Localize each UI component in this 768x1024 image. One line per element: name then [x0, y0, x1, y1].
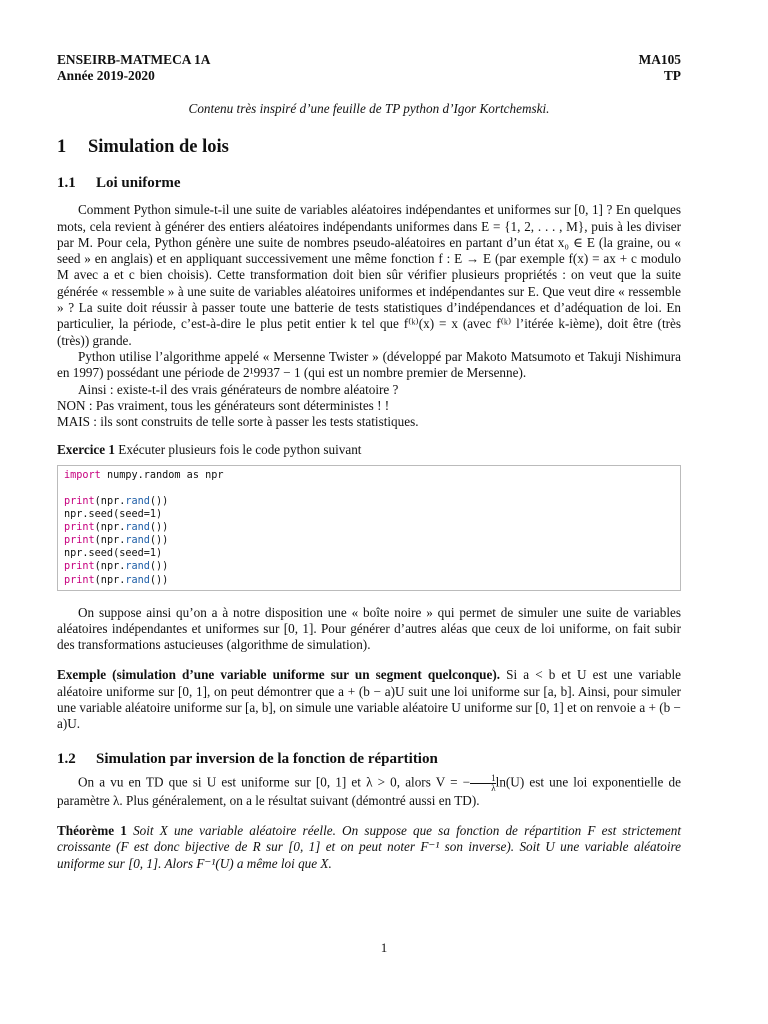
code-line-print: print(npr.rand()) [64, 495, 169, 507]
theorem-1-text: Soit X une variable aléatoire réelle. On suppose que sa fonction de répartition F est strictement croissante (F est donc bijective de R sur [0, 1] et on peut noter F⁻¹ son inverse). Soit U une variable aléatoire uniforme sur [0, 1]. Alors F⁻¹(U) a même loi que X. [57, 822, 682, 871]
doc-type: TP [663, 68, 681, 83]
code-line-seed: npr.seed(seed=1) [64, 509, 163, 521]
attribution: Contenu très inspiré d’une feuille de TP python d’Igor Kortchemski. [188, 101, 550, 116]
page-header [57, 52, 681, 84]
section-1-1-title: Loi uniforme [96, 175, 181, 192]
academic-year: Année 2019-2020 [57, 68, 155, 83]
example-uniform-segment [57, 667, 681, 732]
code-line-print: print(npr.rand()) [64, 535, 169, 547]
section-1-2-heading [57, 750, 681, 768]
paragraph-non: NON : Pas vraiment, tous les générateurs sont déterministes ! ! [57, 397, 390, 413]
code-line-seed: npr.seed(seed=1) [64, 548, 163, 560]
paragraph-question: Ainsi : existe-t-il des vrais générateurs de nombre aléatoire ? [78, 381, 399, 397]
section-1-1-heading [57, 174, 681, 192]
section-1-2-title: Simulation par inversion de la fonction de répartition [96, 750, 438, 767]
code-block [57, 465, 681, 591]
paragraph-prng: Comment Python simule-t-il une suite de variables aléatoires indépendantes et uniformes sur [0, 1] ? En quelques mots, cela revient à générer des entiers aléatoires indépendants uniformes dans E = {1, 2, . . . , M}, puis à les diviser par M. Pour cela, Python génère une suite de nombres pseudo-aléatoires en partant d’un état x₀ ∈ E (la graine, ou « seed » en anglais) et en appliquant successivement une même fonction f : E → E (par exemple f(x) = ax + c modulo M avec a et c bien choisis). Cette transformation doit bien sûr vérifier plusieurs propriétés : on veut que la suite générée « ressemble » à une suite de variables aléatoires uniformes et indépendantes sur E. Que veut dire « ressemble » ? La suite doit réussir à passer toute une batterie de tests statistiques d’indépendances et d’adéquation de loi. En particulier, la période, c’est-à-dire le plus petit entier k tel que f⁽ᵏ⁾(x) = x (avec f⁽ᵏ⁾ l’itérée k-ième), doit être (très (très)) grande. [57, 202, 681, 348]
paragraph-mais: MAIS : ils sont construits de telle sorte à passer les tests statistiques. [57, 414, 419, 430]
school-name: ENSEIRB-MATMECA 1A [57, 52, 211, 67]
theorem-1-label: Théorème 1 [57, 822, 127, 838]
section-1-1-body [57, 202, 681, 430]
section-1-heading [57, 136, 681, 158]
code-line-print: print(npr.rand()) [64, 522, 169, 534]
course-code: MA105 [638, 52, 681, 67]
section-1-number: 1 [57, 137, 67, 158]
fraction-one-over-lambda: $\frac{1}{\lambda}$ [470, 774, 496, 793]
exercise-1-label: Exercice 1 [57, 442, 115, 458]
section-1-2-number: 1.2 [57, 750, 76, 767]
theorem-1 [57, 823, 681, 872]
code-line-print: print(npr.rand()) [64, 574, 169, 586]
paragraph-exponential: On a vu en TD que si U est uniforme sur [0, 1] et λ > 0, alors V = − $\frac{1}{\lambda}$ ln(U) est une loi exponentielle de paramètre λ. Plus généralement, on a le résultat suivant (démontré aussi en TD). [57, 772, 681, 808]
code-line-print: print(npr.rand()) [64, 561, 169, 573]
paragraph-mersenne: Python utilise l’algorithme appelé « Mersenne Twister » (développé par Makoto Matsumoto et Takuji Nishimura en 1997) possédant une période de 2¹9937 − 1 (qui est un nombre premier de Mersenne). [57, 348, 681, 381]
page [57, 52, 681, 872]
exercise-1-text: Exécuter plusieurs fois le code python suivant [118, 442, 362, 458]
exercise-1 [57, 442, 681, 458]
header-right [639, 52, 681, 84]
example-label: Exemple (simulation d’une variable uniforme sur un segment quelconque). [57, 667, 501, 683]
section-1-title: Simulation de lois [88, 137, 229, 158]
example-text: Si a < b et U est une variable aléatoire uniforme sur [0, 1], on peut démontrer que a + (b − a)U suit une loi uniforme sur [a, b]. Ainsi, pour simuler une variable aléatoire uniforme sur [a, b], on simule une variable aléatoire U uniforme sur [0, 1] et on renvoie a + (b − a)U. [57, 667, 681, 732]
section-1-1-number: 1.1 [57, 175, 76, 192]
code-line-import: import numpy.random as npr [64, 469, 224, 481]
page-number: 1 [380, 940, 388, 955]
header-left [57, 52, 210, 84]
paragraph-black-box: On suppose ainsi qu’on a à notre disposition une « boîte noire » qui permet de simuler une suite de variables aléatoires indépendantes et uniformes sur [0, 1]. Pour générer d’autres aléas que ceux de loi uniforme, on fait subir des transformations astucieuses (algorithme de simulation). [57, 604, 681, 653]
